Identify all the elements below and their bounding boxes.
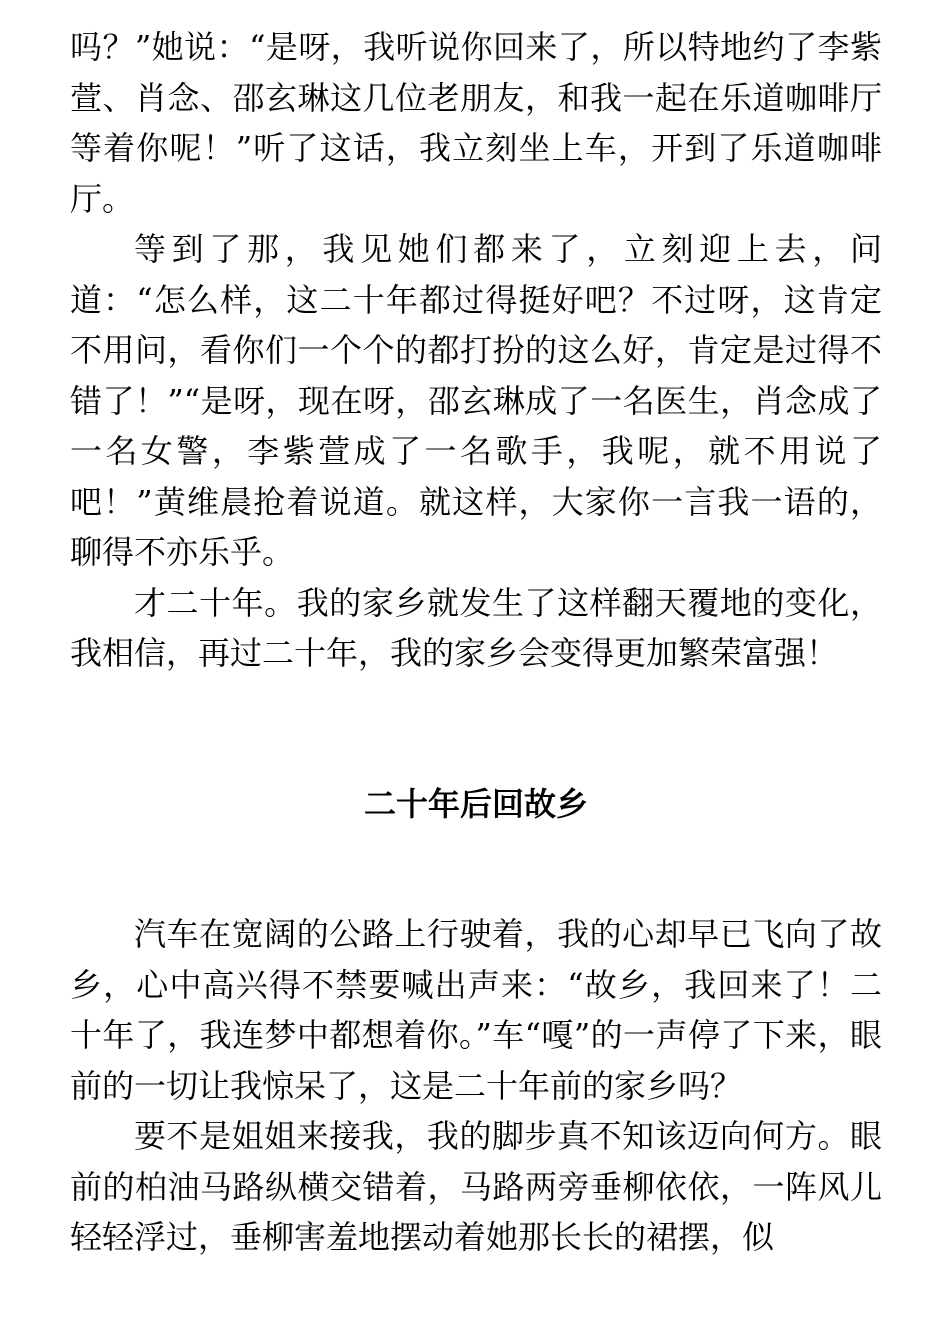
paragraph: 才二十年。我的家乡就发生了这样翻天覆地的变化，我相信，再过二十年，我的家乡会变得更加繁荣富强！: [70, 583, 882, 672]
essay-title: 二十年后回故乡: [363, 784, 588, 823]
document-page: [70, 22, 882, 1263]
paragraph: 汽车在宽阔的公路上行驶着，我的心却早已飞向了故乡，心中高兴得不禁要喊出声来：“故乡，我回来了！二十年了，我连梦中都想着你。”车“嘎”的一声停了下来，眼前的一切让我惊呆了，这是二十年前的家乡吗？: [70, 915, 882, 1105]
paragraph: 等到了那，我见她们都来了，立刻迎上去，问道：“怎么样，这二十年都过得挺好吧？不过呀，这肯定不用问，看你们一个个的都打扮的这么好，肯定是过得不错了！”“是呀，现在呀，邵玄琳成了一名医生，肖念成了一名女警，李紫萱成了一名歌手，我呢，就不用说了吧！”黄维晨抢着说道。就这样，大家你一言我一语的，聊得不亦乐乎。: [70, 230, 882, 571]
paragraph: 要不是姐姐来接我，我的脚步真不知该迈向何方。眼前的柏油马路纵横交错着，马路两旁垂柳依依，一阵风儿轻轻浮过，垂柳害羞地摆动着她那长长的裙摆，似: [70, 1117, 882, 1256]
paragraph-continued: 吗？”她说：“是呀，我听说你回来了，所以特地约了李紫萱、肖念、邵玄琳这几位老朋友，和我一起在乐道咖啡厅等着你呢！”听了这话，我立刻坐上车，开到了乐道咖啡厅。: [70, 28, 882, 218]
